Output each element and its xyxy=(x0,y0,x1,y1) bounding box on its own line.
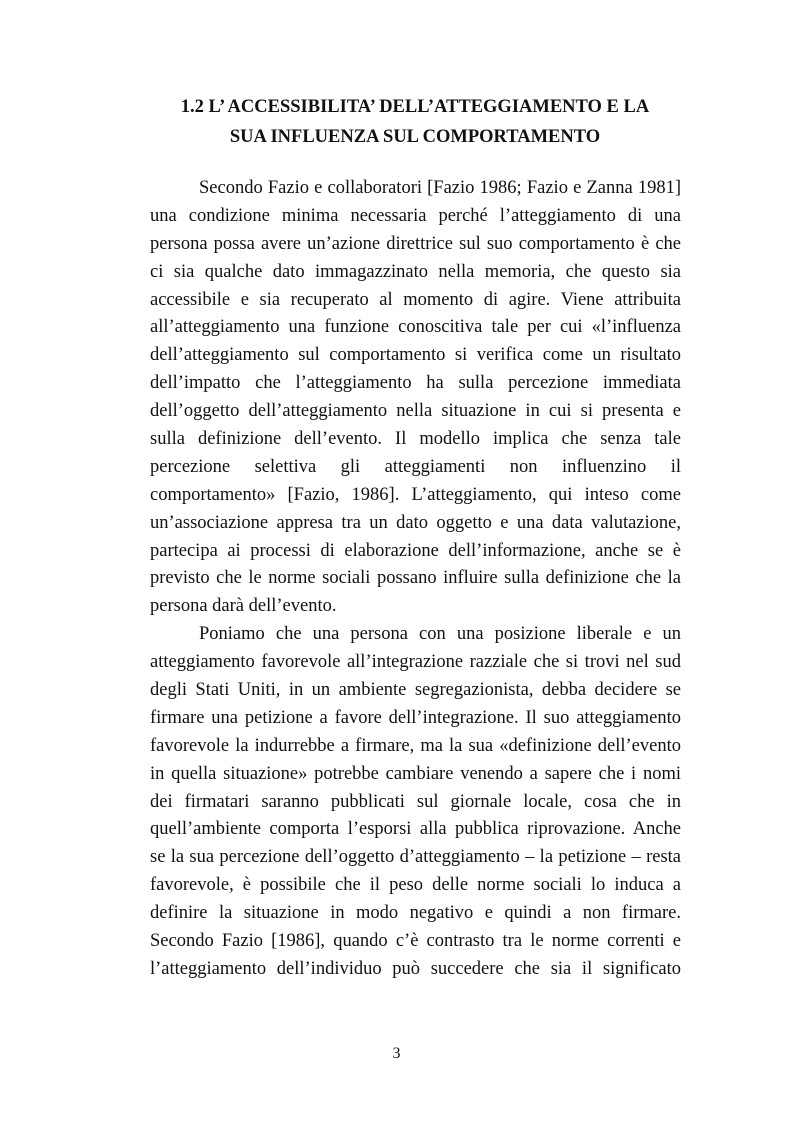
section-heading-line-1: 1.2 L’ ACCESSIBILITA’ DELL’ATTEGGIAMENTO E LA xyxy=(180,97,650,117)
body-text xyxy=(150,175,681,984)
paragraph-line: in quella situazione» potrebbe cambiare venendo a sapere che i nomi xyxy=(150,763,681,784)
paragraph-line: definire la situazione in modo negativo e quindi a non firmare. xyxy=(150,903,681,924)
paragraph-line: dell’oggetto dell’atteggiamento nella situazione in cui si presenta e xyxy=(150,401,681,422)
paragraph-1 xyxy=(150,175,681,621)
paragraph-line: all’atteggiamento una funzione conoscitiva tale per cui «l’influenza xyxy=(150,317,681,338)
paragraph-line: accessibile e sia recuperato al momento di agire. Viene attribuita xyxy=(150,289,681,310)
paragraph-2 xyxy=(150,621,681,984)
paragraph-line: sulla definizione dell’evento. Il modello implica che senza tale xyxy=(150,429,681,450)
paragraph-line: ci sia qualche dato immagazzinato nella memoria, che questo sia xyxy=(150,261,681,282)
paragraph-line: atteggiamento favorevole all’integrazione razziale che si trovi nel sud xyxy=(150,652,681,673)
paragraph-line: favorevole la indurrebbe a firmare, ma la sua «definizione dell’evento xyxy=(150,735,681,756)
paragraph-line: degli Stati Uniti, in un ambiente segregazionista, debba decidere se xyxy=(150,680,681,701)
paragraph-line: previsto che le norme sociali possano influire sulla definizione che la xyxy=(150,568,681,589)
paragraph-line: favorevole, è possibile che il peso delle norme sociali lo induca a xyxy=(150,875,681,896)
paragraph-line: dell’atteggiamento sul comportamento si verifica come un risultato xyxy=(150,345,681,366)
paragraph-line: Secondo Fazio e collaboratori [Fazio 1986; Fazio e Zanna 1981] xyxy=(199,178,681,198)
page-number: 3 xyxy=(392,1045,401,1062)
paragraph-line: una condizione minima necessaria perché l’atteggiamento di una xyxy=(150,205,681,226)
paragraph-line: Poniamo che una persona con una posizione liberale e un xyxy=(199,624,681,645)
paragraph-line: firmare una petizione a favore dell’integrazione. Il suo atteggiamento xyxy=(150,707,681,728)
section-heading-line-2: SUA INFLUENZA SUL COMPORTAMENTO xyxy=(229,127,601,147)
paragraph-line: Secondo Fazio [1986], quando c’è contrasto tra le norme correnti e xyxy=(150,931,681,952)
paragraph-line: partecipa ai processi di elaborazione dell’informazione, anche se è xyxy=(150,540,681,561)
paragraph-line: l’atteggiamento dell’individuo può succedere che sia il significato xyxy=(150,958,681,979)
paragraph-line: persona possa avere un’azione direttrice sul suo comportamento è che xyxy=(150,233,681,254)
paragraph-line: dei firmatari saranno pubblicati sul giornale locale, cosa che in xyxy=(150,791,681,812)
paragraph-line: se la sua percezione dell’oggetto d’atteggiamento – la petizione – resta xyxy=(150,847,681,868)
paragraph-line: dell’impatto che l’atteggiamento ha sulla percezione immediata xyxy=(150,373,681,394)
paragraph-line: quell’ambiente comporta l’esporsi alla pubblica riprovazione. Anche xyxy=(150,819,681,840)
section-heading xyxy=(150,92,680,152)
paragraph-line: persona darà dell’evento. xyxy=(150,596,337,617)
paragraph-line: comportamento» [Fazio, 1986]. L’atteggiamento, qui inteso come xyxy=(150,484,681,505)
paragraph-line: un’associazione appresa tra un dato oggetto e una data valutazione, xyxy=(150,512,681,533)
paragraph-line: percezione selettiva gli atteggiamenti non influenzino il xyxy=(150,456,681,477)
